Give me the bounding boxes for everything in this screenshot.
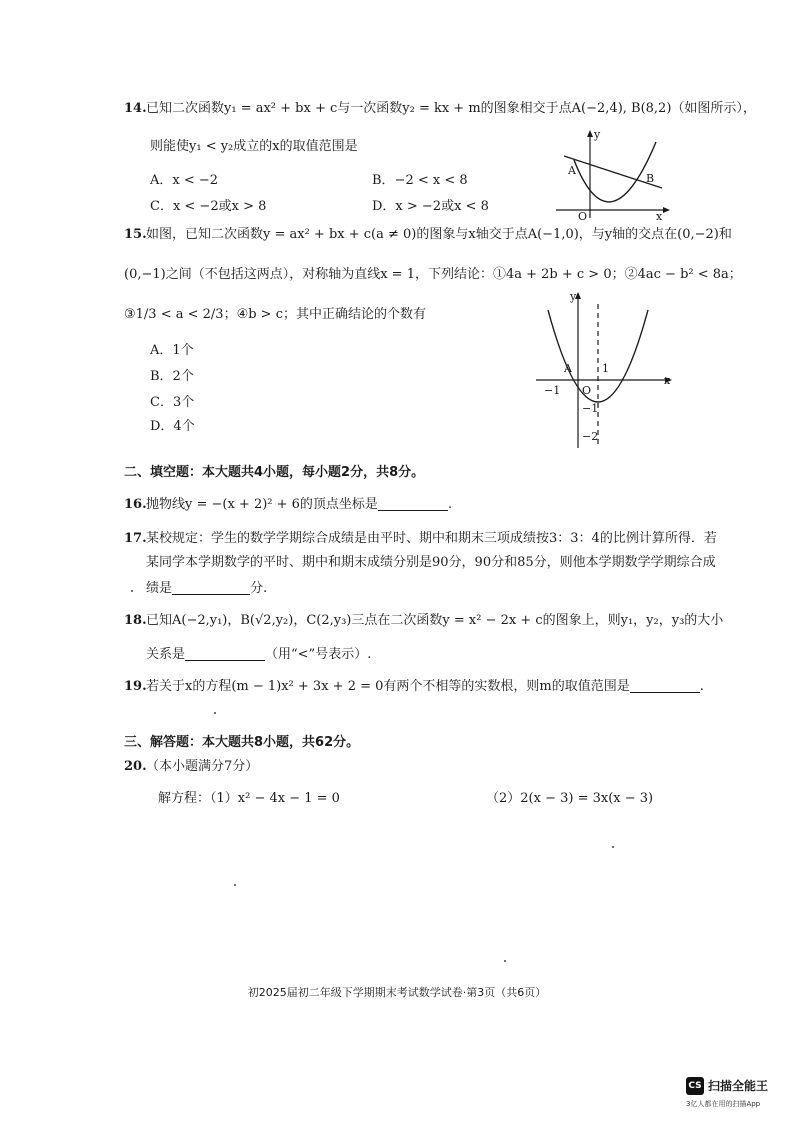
section-answer-title: 三、解答题：本大题共8小题，共62分。 xyxy=(124,735,360,750)
q15-number: 15. xyxy=(124,227,147,242)
q15-label-a: A xyxy=(564,362,572,375)
q16 xyxy=(124,496,452,514)
q14-option-a: A．x < −2 xyxy=(150,173,219,188)
q16-answer-blank[interactable] xyxy=(378,496,448,511)
q20-part2: （2）2(x − 3) = 3x(x − 3) xyxy=(486,791,654,806)
q16-text: 抛物线y = −(x + 2)² + 6的顶点坐标是 xyxy=(146,497,378,512)
q17-l3-pre: 绩是 xyxy=(146,581,173,596)
q14-figure xyxy=(550,122,678,222)
q14-label-y: y xyxy=(594,128,601,141)
watermark-tagline: 3亿人都在用的扫描App xyxy=(686,1100,761,1108)
q19-number: 19. xyxy=(124,679,147,694)
q18-line1 xyxy=(124,612,723,630)
q15-label-neg1-y: −1 xyxy=(582,402,599,415)
q15-stem3: ③1/3 < a < 2/3；④b > c；其中正确结论的个数有 xyxy=(124,307,426,322)
q18-line2 xyxy=(146,646,371,664)
scan-speck xyxy=(234,884,236,886)
q18-l2-post: （用“<”号表示）. xyxy=(265,647,372,662)
q14-option-d: D．x > −2或x < 8 xyxy=(372,199,489,214)
q17-l1-text: 某校规定：学生的数学学期综合成绩是由平时、期中和期末三项成绩按3：3：4的比例计算所得．若 xyxy=(146,531,717,546)
q14-label-b: B xyxy=(646,172,655,185)
q20-part1: 解方程：（1）x² − 4x − 1 = 0 xyxy=(158,791,340,806)
scan-speck xyxy=(131,590,133,592)
q17-number: 17. xyxy=(124,531,147,546)
q17-line2: 某同学本学期数学的平时、期中和期末成绩分别是90分，90分和85分，则他本学期数学学期综合成 xyxy=(146,555,716,570)
q19-text: 若关于x的方程(m − 1)x² + 3x + 2 = 0有两个不相等的实数根，则m的取值范围是 xyxy=(146,679,630,694)
q14-stem xyxy=(124,100,756,118)
q15-stem1-text: 如图，已知二次函数y = ax² + bx + c(a ≠ 0)的图象与x轴交于点A(−1,0)，与y轴的交点在(0,−2)和 xyxy=(146,227,732,242)
q20-score: （本小题满分7分） xyxy=(146,759,259,774)
q16-post: . xyxy=(447,497,453,512)
q14-option-c: C．x < −2或x > 8 xyxy=(150,199,267,214)
q20-number: 20. xyxy=(124,759,147,774)
q20-header xyxy=(124,758,258,776)
q15-label-neg1-x: −1 xyxy=(544,384,561,397)
scan-speck xyxy=(214,712,216,714)
q15-option-b: B．2个 xyxy=(150,369,194,384)
scan-speck xyxy=(612,846,614,848)
q19 xyxy=(124,678,704,696)
q19-post: . xyxy=(699,679,704,694)
q14-number: 14. xyxy=(124,101,147,116)
q14-stem-text: 已知二次函数y₁ = ax² + bx + c与一次函数y₂ = kx + m的图象相交于点A(−2,4), B(8,2)（如图所示）， xyxy=(146,101,756,116)
q15-option-d: D．4个 xyxy=(150,419,195,434)
q17-line1 xyxy=(124,530,717,548)
q15-label-x: x xyxy=(664,374,671,387)
q14-x-arrow xyxy=(663,207,670,213)
q15-label-o: O xyxy=(582,384,592,397)
q19-answer-blank[interactable] xyxy=(630,678,700,693)
section-fill-in-title: 二、填空题：本大题共4小题，每小题2分，共8分。 xyxy=(124,465,425,480)
q16-number: 16. xyxy=(124,497,147,512)
q18-answer-blank[interactable] xyxy=(185,646,265,661)
q17-line3 xyxy=(146,580,267,598)
q15-label-y: y xyxy=(570,290,577,303)
q18-l2-pre: 关系是 xyxy=(146,647,186,662)
q15-label-one: 1 xyxy=(602,362,609,375)
q17-answer-blank[interactable] xyxy=(172,580,250,595)
q15-figure xyxy=(530,284,680,454)
q15-label-neg2-y: −2 xyxy=(582,430,599,443)
q14-parabola xyxy=(574,142,656,202)
q14-y-arrow xyxy=(587,130,593,137)
q15-option-a: A．1个 xyxy=(150,343,194,358)
page-footer: 初2025届初二年级下学期期末考试数学试卷·第3页（共6页） xyxy=(247,986,547,999)
q17-l3-post: 分. xyxy=(250,581,268,596)
q15-stem1 xyxy=(124,226,732,244)
scan-speck xyxy=(504,960,506,962)
q18-l1-text: 已知A(−2,y₁)，B(√2,y₂)，C(2,y₃)三点在二次函数y = x² − 2x + c的图象上，则y₁，y₂，y₃的大小 xyxy=(146,613,724,628)
q14-label-o: O xyxy=(578,210,588,222)
q14-option-b: B．−2 < x < 8 xyxy=(372,173,468,188)
watermark-name: 扫描全能王 xyxy=(708,1079,769,1093)
q14-label-x: x xyxy=(656,210,663,222)
q14-label-a: A xyxy=(568,164,576,177)
q18-number: 18. xyxy=(124,613,147,628)
q15-option-c: C．3个 xyxy=(150,395,195,410)
q14-stem2: 则能使y₁ < y₂成立的x的取值范围是 xyxy=(150,139,358,154)
camscanner-logo-icon: CS xyxy=(686,1077,704,1095)
scanner-watermark xyxy=(686,1077,790,1117)
q15-stem2: (0,−1)之间（不包括这两点），对称轴为直线x = 1，下列结论：①4a + 2b + c > 0；②4ac − b² < 8a； xyxy=(124,267,742,282)
